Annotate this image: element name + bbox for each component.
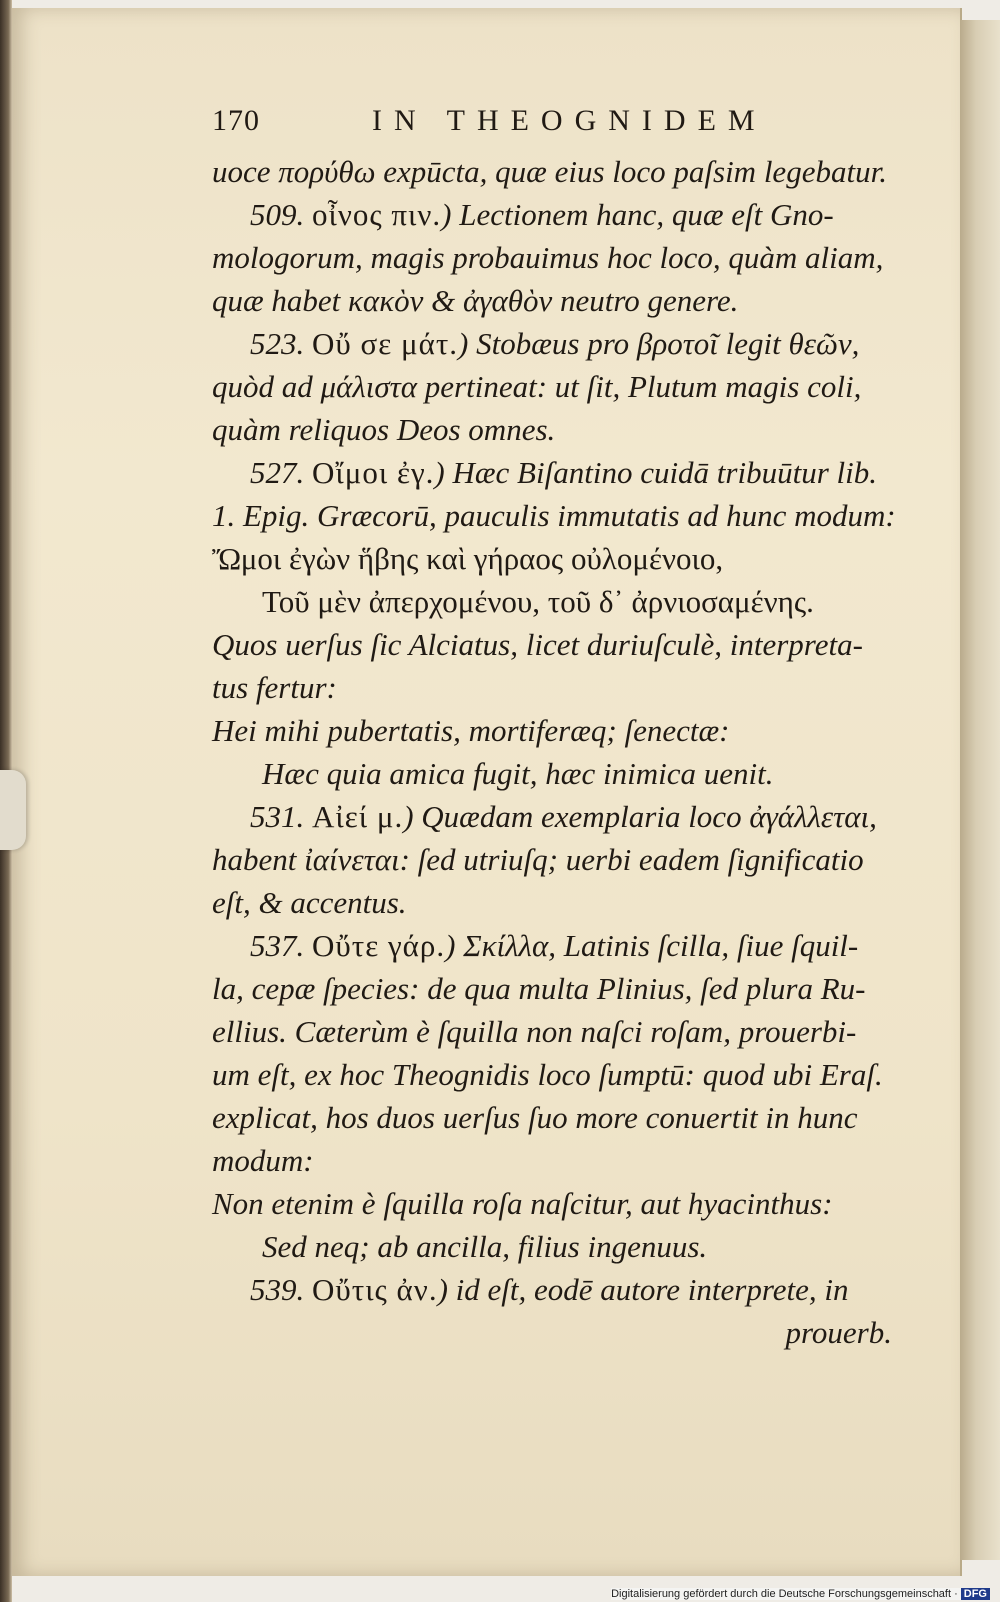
lemma: Οὔτις ἀν. xyxy=(312,1272,438,1307)
verse-number: 539. xyxy=(250,1272,305,1307)
text-line: 1. Epig. Græcorū, pauculis immutatis ad hunc modum: xyxy=(212,498,896,533)
text-line: Hei mihi pubertatis, mortiferæq; ſenectæ: xyxy=(212,713,730,748)
entry-text: ) Σκίλλα, Latinis ſcilla, ſiue ſquil- xyxy=(445,928,859,963)
catchword: prouerb. xyxy=(785,1315,892,1350)
dfg-logo: DFG xyxy=(961,1588,990,1600)
text-line xyxy=(212,193,892,236)
text-line: ellius. Cæterùm è ſquilla non naſci roſam, prouerbi- xyxy=(212,1014,857,1049)
digitization-credit xyxy=(611,1588,990,1600)
text-line: Quos uerſus ſic Alciatus, licet duriuſculè, interpreta- xyxy=(212,627,863,662)
commentary-lines xyxy=(212,150,896,1354)
running-title: IN THEOGNIDEM xyxy=(372,104,767,137)
verse-number: 523. xyxy=(250,326,305,361)
entry-text: ) Stobæus pro βροτοῖ legit θεῶν, xyxy=(458,326,860,361)
lemma: Οὔτε γάρ. xyxy=(312,928,446,963)
page-header xyxy=(212,100,892,150)
entry-text: ) Lectionem hanc, quæ eſt Gno- xyxy=(441,197,834,232)
text-line: Non etenim è ſquilla roſa naſcitur, aut hyacinthus: xyxy=(212,1186,833,1221)
verse-number: 509. xyxy=(250,197,305,232)
text-line: um eſt, ex hoc Theognidis loco ſumptū: quod ubi Eraſ. xyxy=(212,1057,883,1092)
text-line: mologorum, magis probauimus hoc loco, quàm aliam, xyxy=(212,240,884,275)
facing-page-edge xyxy=(960,20,1000,1560)
text-line: Hæc quia amica fugit, hæc inimica uenit. xyxy=(262,756,774,791)
credit-text: Digitalisierung gefördert durch die Deutsche Forschungsgemeinschaft · xyxy=(611,1588,958,1600)
text-line: habent ἰαίνεται: ſed utriuſq; uerbi eadem ſignificatio xyxy=(212,842,864,877)
text-line: explicat, hos duos uerſus ſuo more conuertit in hunc xyxy=(212,1100,858,1135)
text-line: quòd ad μάλιστα pertineat: ut ſit, Plutum magis coli, xyxy=(212,369,862,404)
lemma: Οἴμοι ἐγ. xyxy=(312,455,435,490)
text-line xyxy=(212,322,892,365)
text-line xyxy=(212,795,892,838)
text-line: la, cepæ ſpecies: de qua multa Plinius, ſed plura Ru- xyxy=(212,971,866,1006)
text-line: tus fertur: xyxy=(212,670,337,705)
text-line: eſt, & accentus. xyxy=(212,885,407,920)
lemma: οἶνος πιν. xyxy=(312,197,442,232)
page-text-block xyxy=(212,100,896,1354)
verse-number: 527. xyxy=(250,455,305,490)
text-line xyxy=(212,1268,892,1311)
text-line: quàm reliquos Deos omnes. xyxy=(212,412,556,447)
entry-text: ) Hæc Biſantino cuidā tribuūtur lib. xyxy=(434,455,878,490)
text-line: Ὤμοι ἐγὼν ἥβης καὶ γήραος οὐλομένοιο, xyxy=(212,541,724,576)
lemma: Αἰεί μ. xyxy=(312,799,404,834)
entry-text: ) Quædam exemplaria loco ἀγάλλεται, xyxy=(403,799,877,834)
text-line xyxy=(212,451,892,494)
text-line: Sed neq; ab ancilla, filius ingenuus. xyxy=(262,1229,708,1264)
text-line: modum: xyxy=(212,1143,314,1178)
text-line: Τοῦ μὲν ἀπερχομένου, τοῦ δ᾽ ἀρνιοσαμένης. xyxy=(262,584,814,619)
page-marker-tab xyxy=(0,770,26,850)
verse-number: 531. xyxy=(250,799,305,834)
lemma: Οὔ σε μάτ. xyxy=(312,326,459,361)
verse-number: 537. xyxy=(250,928,305,963)
entry-text: ) id eſt, eodē autore interprete, in xyxy=(437,1272,849,1307)
page-number: 170 xyxy=(212,104,260,137)
text-line: quæ habet κακὸν & ἀγαθὸν neutro genere. xyxy=(212,283,739,318)
text-line xyxy=(212,924,892,967)
text-line: uoce πορύθω expūcta, quæ eius loco paſsim legebatur. xyxy=(212,154,887,189)
